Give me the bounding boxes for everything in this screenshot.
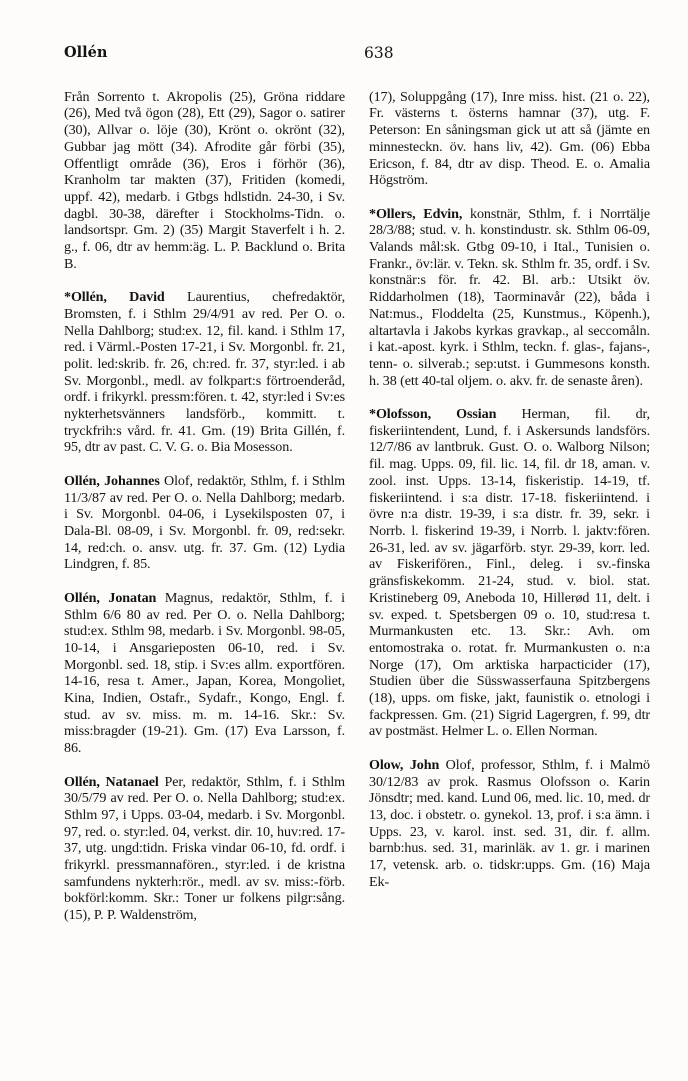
entry-text: (17), Soluppgång (17), Inre miss. hist. (21 o. 22), Fr. västerns t. österns hamnar (37), utg. F. Peterson: En såningsman gick ut att så (jämte en minnesteckn. öv. hans liv, 42). Gm. (06) Ebba Ericson, f. 84, dtr av disp. Theod. E. o. Amalia Högström.	[369, 88, 650, 189]
entry-text: Från Sorrento t. Akropolis (25), Gröna riddare (26), Med två ögon (28), Ett (29), Sagor o. satirer (30), Allvar o. löje (30), Krönt o. okrönt (32), Gubbar jag mött (34). Afrodite går förbi (35), Offentligt område (36), Eros i förhör (36), Kranholm tar makten (37), Fritiden (komedi, uppf. 42), medarb. i Gtbgs hdlstidn. 24-30, i Sv. dagbl. 30-38, därefter i Stockholms-Tidn. o. landsortspr. Gm. 2) (35) Margit Staverfelt i h. 2. g., f. 06, dtr av hemm:äg. L. P. Backlund o. Brita B.	[64, 88, 345, 272]
entry-ollen-jonatan	[64, 590, 345, 757]
entry-ollen-david	[64, 289, 345, 456]
entry-text: Laurentius, chefredaktör, Bromsten, f. i Sthlm 29/4/91 av red. Per O. o. Nella Dahlborg; stud:ex. 12, fil. kand. i Sthlm 17, red. i Värml.-Posten 17-21, i Sv. Morgonbl. fr. 21, polit. led:skrib. fr. 26, ch:red. fr. 37, styr:led. i ab Sv. Morgonbl., medl. av folkpart:s förtroenderåd, ordf. i frikyrkl. pressm:fören. t. 42, styr:led i Sv:es nykterhetsvänners landsförb., kommitt. t. tryckfrih:s vård. fr. 41. Gm. (19) Brita Gillén, f. 95, dtr av past. C. V. G. o. Bia Mosesson.	[64, 289, 345, 456]
entry-headword: Ollén, Jonatan	[64, 589, 157, 606]
left-column	[64, 72, 345, 941]
entry-text: Olof, professor, Sthlm, f. i Malmö 30/12/83 av prok. Rasmus Olofsson o. Karin Jönsdtr; med. kand. Lund 06, med. lic. 10, med. dr 13, doc. i obstetr. o. gynekol. 13, prof. i s:a ämn. i Upps. 23, v. karol. inst. sed. 31, dir. f. allm. barnb:hus. sed. 31, marinläk. av 1. gr. i marinen 17, vetensk. arb. o. tidskr:upps. Gm. (16) Maja Ek-	[369, 756, 650, 890]
entry-olow-john	[369, 757, 650, 891]
entry-text: Magnus, redaktör, Sthlm, f. i Sthlm 6/6 80 av red. Per O. o. Nella Dahlborg; stud:ex. Sthlm 98, medarb. i Sv. Morgonbl. 98-05, 10-14, i Ansgarieposten 06-10, red. i Sv. Morgonbl. sed. 18, stip. i Sv:es allm. exportfören. 14-16, resa t. Amer., Japan, Korea, Mongoliet, Kina, Indien, Ostafr., Sydafr., Kongo, Engl. f. stud. av sv. miss. m. m. 14-16. Skr.: Sv. miss:bragder (19-21). Gm. (17) Eva Larsson, f. 86.	[64, 589, 345, 757]
entry-headword: Olow, John	[369, 756, 440, 773]
entry-ollers-edvin	[369, 206, 650, 390]
entry-text: Herman, fil. dr, fiskeriintendent, Lund, f. i Askersunds landsförs. 12/7/86 av lantbruk. Gust. O. o. Walborg Nilson; fil. mag. Upps. 09, fil. lic. 14, fil. dr 18, aman. v. zool. inst. Upps. 13-14, fiskeristip. 14-19, tf. fiskeriintend. i s:a distr. 17-18. fiskeriintend. i övre n:a distr. 19-39, i s:a distr. fr. 39, sekr. i Norrb. l. fiskerind 19-39, i Norrb. l. jaktv:fören. 26-31, led. av sv. jägarförb. styr. 29-39, korr. led. av Fiskerifören., Finl., deleg. i sv.-finska gränsfiskekomm. 21-24, stud. v. biol. stat. Kristineberg 09, Aneboda 10, Hillerød 11, delt. i sv. exped. t. Spetsbergen 09 o. 10, stud:resa t. Murmankusten etc. 13. Skr.: Avh. om entomostraka o. rotat. fr. Murmankusten o. n:a Norge (17), Om arktiska harpacticider (17), Studien über die Süsswasserfauna Spitzbergens (18), upps. om fiske, jakt, faunistik o. etnologi i fackpressen. Gm. (21) Sigrid Lagergren, f. 99, dtr av postmäst. Helmer L. o. Ellen Norman.	[369, 406, 650, 740]
entry-text: konstnär, Sthlm, f. i Norrtälje 28/3/88; stud. v. h. konstindustr. sk. Sthlm 06-09, Valands mål:sk. Gtbg 09-10, i Ital., Tunisien o. Frankr., öv:lär. v. Tekn. sk. Sthlm fr. 35, ordf. i Sv. konstnär:s för. fr. 42. Bl. arb.: Utsikt öv. Riddarholmen (18), Taorminavår (22), båda i Nat:mus., Floddelta (25, Kunstmus., Köpenh.), altartavla i Jakobs kyrkas gravkap., al seccomåln. i kat.-apost. kyrk. i Sthlm, teckn. f. glas-, fajans-, tenn- o. silverab.; sep:utst. i Gummesons konsth. h. 38 (ett 40-tal oljem. o. akv. fr. de senaste åren).	[369, 205, 651, 389]
entry-headword: *Ollers, Edvin,	[369, 205, 463, 222]
entry-text: Per, redaktör, Sthlm, f. i Sthlm 30/5/79 av red. Per O. o. Nella Dahlborg; stud:ex. Sthlm 97, i Upps. 03-04, medarb. i Sv. Morgonbl. 97, red. o. styr:led. 04, verkst. dir. 10, huv:red. 17-37, utg. ungd:tidn. Friska vindar 06-10, fd. ordf. i frikyrkl. pressmannafören., styr:led. i de kristna samfundens nykterh:rör., medl. av sv. miss:-förb. bokförl:komm. Skr.: Toner ur folkens pilgr:sång. (15), P. P. Waldenström,	[64, 773, 345, 924]
entry-olofsson-ossian	[369, 406, 650, 740]
running-head	[64, 44, 640, 68]
entry-continuation	[369, 89, 650, 189]
entry-headword: Ollén, Johannes	[64, 472, 160, 489]
entry-text: Olof, redaktör, Sthlm, f. i Sthlm 11/3/87 av red. Per O. o. Nella Dahlborg; medarb. i Sv. Morgonbl. 04-06, i Lysekilsposten 07, i Dala-Bl. 08-09, i Sv. Morgonbl. fr. 09, red:sekr. 14, red:ch. o. ansv. utg. fr. 37. Gm. (12) Lydia Lindgren, f. 85.	[64, 472, 345, 573]
entry-ollen-natanael	[64, 774, 345, 924]
entry-headword: Ollén, Natanael	[64, 773, 159, 790]
running-head-word: Ollén	[64, 44, 108, 61]
right-column	[369, 72, 650, 907]
entry-continuation	[64, 89, 345, 273]
entry-ollen-johannes	[64, 473, 345, 573]
entry-headword: *Olofsson, Ossian	[369, 406, 497, 423]
page-number: 638	[364, 44, 394, 62]
entry-headword: *Ollén, David	[64, 289, 165, 306]
